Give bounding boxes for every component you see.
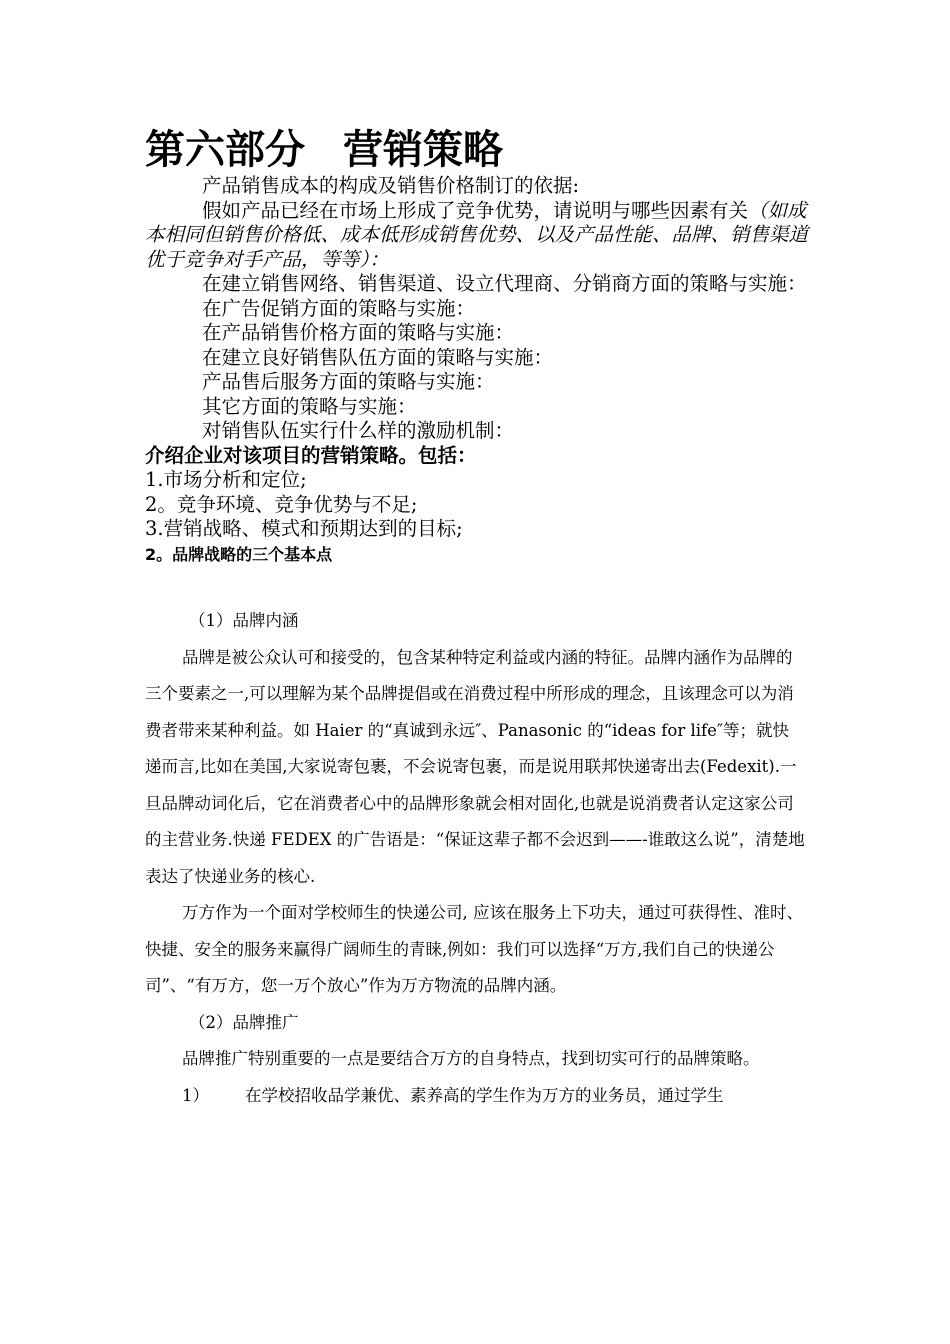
paragraph: 在建立良好销售队伍方面的策略与实施： [202,345,554,369]
paragraph: 品牌是被公众认可和接受的，包含某种特定利益或内涵的特征。品牌内涵作为品牌的三个要素之一,可以理解为某个品牌提倡或在消费过程中所形成的理念，且该理念可以为消费者带来某种利益。如 Haier 的“真诚到永远″、Panasonic 的“ideas for life″等；就快递而言,比如在美国,大家说寄包裹，不会说寄包裹，而是说用联邦快递寄出去(Fedexit).一旦品牌动词化后，它在消费者心中的品牌形象就会相对固化,也就是说消费者认定这家公司的主营业务.快递 FEDEX 的广告语是：“保证这辈子都不会迟到——-谁敢这么说”，清楚地表达了快递业务的核心. [145,647,805,886]
list-number: 1） [182,1085,209,1105]
section-heading: 2。品牌战略的三个基本点 [145,544,333,564]
paragraph: 产品售后服务方面的策略与实施： [202,370,495,393]
paragraph-italic-note: （如成本相同但销售价格低、成本低形成销售优势、以及产品性能、品牌、销售渠道优于竞争对手产品，等等）： [145,198,809,271]
paragraph [145,199,815,273]
paragraph: 对销售队伍实行什么样的激励机制： [202,419,515,442]
paragraph: 万方作为一个面对学校师生的快递公司, 应该在服务上下功夫，通过可获得性、准时、快捷、安全的服务来赢得广阔师生的青睐,例如：我们可以选择“万方,我们自己的快递公司”、“有万方，您一万个放心”作为万方物流的品牌内涵。 [145,903,803,995]
section-brand-strategy [145,603,805,1114]
list-text: 在学校招收品学兼优、素养高的学生作为万方的业务员，通过学生 [245,1085,724,1105]
paragraph: 品牌推广特别重要的一点是要结合万方的自身特点，找到切实可行的品牌策略。 [182,1049,760,1068]
list-item: 2。竞争环境、竞争优势与不足; [145,492,418,516]
list-item [145,1078,805,1115]
section-marketing-strategy [145,174,815,568]
paragraph: 在产品销售价格方面的策略与实施： [202,321,515,344]
title-part: 第六部分 [145,126,305,173]
subheading: （1）品牌内涵 [189,611,299,630]
paragraph: 在建立销售网络、销售渠道、设立代理商、分销商方面的策略与实施： [202,272,807,295]
paragraph: 在广告促销方面的策略与实施： [202,296,476,320]
list-item: 1.市场分析和定位; [145,468,307,491]
page-title [145,124,503,176]
paragraph: 其它方面的策略与实施： [202,394,417,418]
subheading: （2）品牌推广 [189,1012,299,1032]
paragraph-lead: 假如产品已经在市场上形成了竞争优势，请说明与哪些因素有关 [202,198,749,222]
list-item: 3.营销战略、模式和预期达到的目标; [145,517,463,540]
paragraph: 产品销售成本的构成及销售价格制订的依据: [202,174,580,197]
title-name: 营销策略 [343,126,503,173]
intro-heading: 介绍企业对该项目的营销策略。包括： [145,443,477,467]
